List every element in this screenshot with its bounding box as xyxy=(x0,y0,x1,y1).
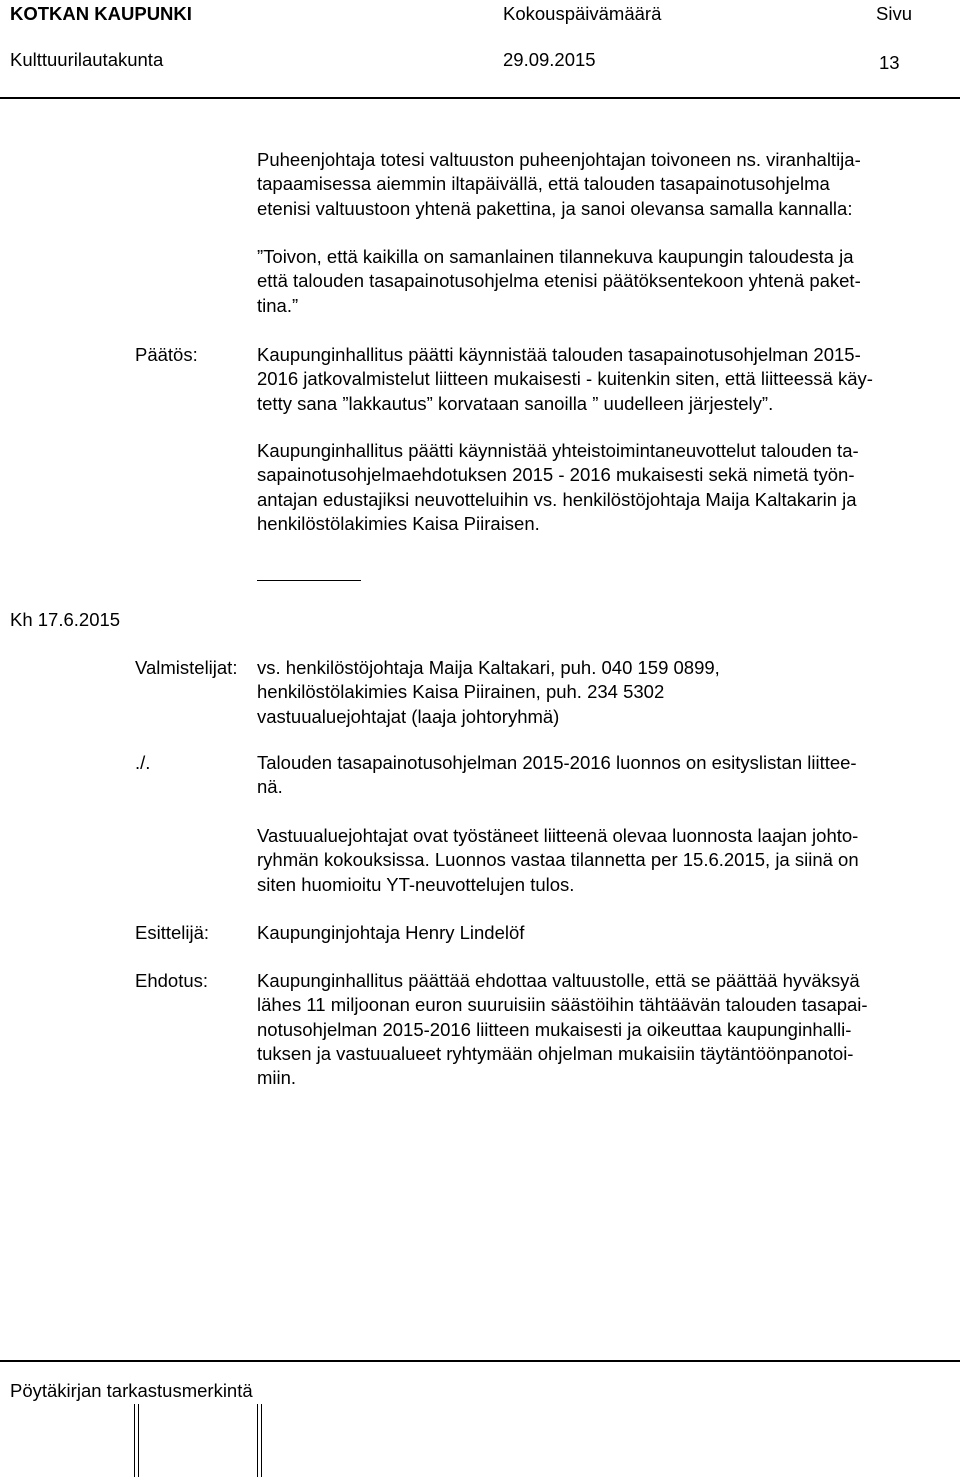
text-line: Puheenjohtaja totesi valtuuston puheenjohtajan toivoneen ns. viranhaltija- xyxy=(257,149,861,170)
signature-box-divider xyxy=(134,1404,135,1477)
text-line: miin. xyxy=(257,1067,297,1089)
proposal-paragraph xyxy=(257,969,868,1090)
text-line: henkilöstölakimies Kaisa Piiraisen. xyxy=(257,512,540,534)
text-line: tina.” xyxy=(257,294,299,316)
text-line: antajan edustajiksi neuvotteluihin vs. henkilöstöjohtaja Maija Kaltakarin ja xyxy=(257,488,857,510)
committee-name: Kulttuurilautakunta xyxy=(10,49,164,70)
text-line: ”Toivon, että kaikilla on samanlainen tilannekuva kaupungin taloudesta ja xyxy=(257,246,854,267)
section-separator xyxy=(257,580,361,581)
text-line: vastuualuejohtajat (laaja johtoryhmä) xyxy=(257,705,560,727)
meeting-date: 29.09.2015 xyxy=(503,49,596,70)
preparation-paragraph xyxy=(257,824,859,897)
text-line: ryhmän kokouksissa. Luonnos vastaa tilannetta per 15.6.2015, ja siinä on xyxy=(257,849,859,871)
quote-paragraph xyxy=(257,245,861,318)
decision-label: Päätös: xyxy=(135,344,198,365)
text-line: 2016 jatkovalmistelut liitteen mukaisesti - kuitenkin siten, että liitteessä käy- xyxy=(257,368,873,390)
meeting-date-label: Kokouspäivämäärä xyxy=(503,3,662,24)
footer-divider xyxy=(0,1360,960,1362)
page-label: Sivu xyxy=(876,3,912,24)
text-line: Kaupunginhallitus päättää ehdottaa valtuustolle, että se päättää hyväksyä xyxy=(257,970,860,991)
attachment-paragraph xyxy=(257,751,857,800)
text-line: nä. xyxy=(257,776,283,798)
text-line: tapaamisessa aiemmin iltapäivällä, että talouden tasapainotusohjelma xyxy=(257,173,830,195)
text-line: notusohjelman 2015-2016 liitteen mukaisesti ja oikeuttaa kaupunginhalli- xyxy=(257,1018,852,1040)
preparers-list xyxy=(257,656,720,729)
signature-box-divider xyxy=(138,1404,139,1477)
proposal-label: Ehdotus: xyxy=(135,970,209,991)
header-divider xyxy=(0,97,960,99)
signature-box-divider xyxy=(257,1404,258,1477)
org-name: KOTKAN KAUPUNKI xyxy=(10,3,192,24)
text-line: Talouden tasapainotusohjelman 2015-2016 luonnos on esityslistan liittee- xyxy=(257,752,857,773)
text-line: henkilöstölakimies Kaisa Piirainen, puh. 234 5302 xyxy=(257,681,665,703)
text-line: sapainotusohjelmaehdotuksen 2015 - 2016 mukaisesti sekä nimetä työn- xyxy=(257,464,855,486)
decision-paragraph-1 xyxy=(257,343,873,416)
text-line: Kaupunginhallitus päätti käynnistää yhteistoimintaneuvottelut talouden ta- xyxy=(257,440,859,461)
text-line: Kaupunginhallitus päätti käynnistää talouden tasapainotusohjelman 2015- xyxy=(257,344,861,365)
intro-paragraph xyxy=(257,148,861,221)
text-line: että talouden tasapainotusohjelma etenisi päätöksentekoon yhtenä paket- xyxy=(257,270,861,292)
preparers-label: Valmistelijat: xyxy=(135,657,238,678)
text-line: lähes 11 miljoonan euron suuruisiin säästöihin tähtäävän talouden tasapai- xyxy=(257,994,868,1016)
text-line: tuksen ja vastuualueet ryhtymään ohjelman mukaisiin täytäntöönpanotoi- xyxy=(257,1042,854,1064)
page-number: 13 xyxy=(879,52,900,73)
text-line: tetty sana ”lakkautus” korvataan sanoilla ” uudelleen järjestely”. xyxy=(257,392,774,414)
text-line: vs. henkilöstöjohtaja Maija Kaltakari, puh. 040 159 0899, xyxy=(257,657,720,678)
signature-box-divider xyxy=(261,1404,262,1477)
presenter-name: Kaupunginjohtaja Henry Lindelöf xyxy=(257,922,525,943)
text-line: siten huomioitu YT-neuvottelujen tulos. xyxy=(257,873,575,895)
footer-label: Pöytäkirjan tarkastusmerkintä xyxy=(10,1380,253,1401)
text-line: etenisi valtuustoon yhtenä pakettina, ja sanoi olevansa samalla kannalla: xyxy=(257,197,853,219)
decision-paragraph-2 xyxy=(257,439,859,536)
kh-heading: Kh 17.6.2015 xyxy=(10,609,121,630)
presenter-label: Esittelijä: xyxy=(135,922,210,943)
text-line: Vastuualuejohtajat ovat työstäneet liitteenä olevaa luonnosta laajan johto- xyxy=(257,825,859,846)
attachment-marker: ./. xyxy=(135,752,151,773)
